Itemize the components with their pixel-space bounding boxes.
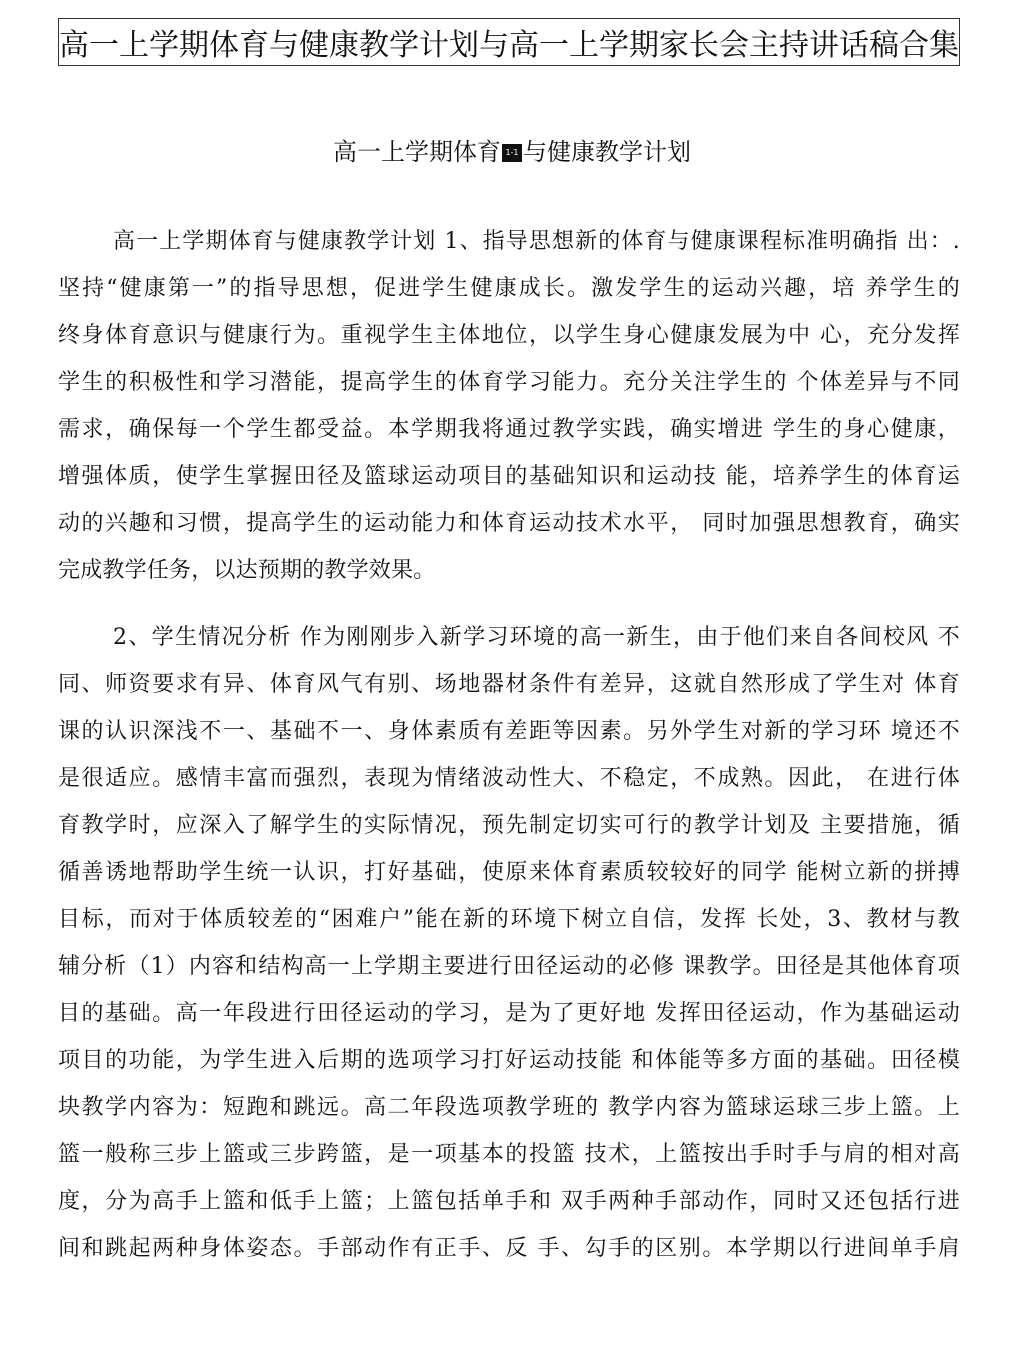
text-line: 循善诱地帮助学生统一认识，打好基础，使原来体育素质较较好的同学 能树立新的拼搏 bbox=[58, 860, 960, 885]
text-line: 课的认识深浅不一、基础不一、身体素质有差距等因素。另外学生对新的学习环 境还不 bbox=[58, 719, 960, 744]
text-line: 需求，确保每一个学生都受益。本学期我将通过教学实践，确实增进 学生的身心健康， bbox=[58, 417, 960, 442]
text-line: 高一上学期体育与健康教学计划 1、指导思想新的体育与健康课程标准明确指 出：. bbox=[113, 229, 960, 254]
paragraph-spacer bbox=[58, 594, 960, 614]
title-part-2: 与健康教学计划 bbox=[523, 138, 691, 166]
document-title bbox=[0, 132, 1024, 167]
text-line: 度，分为高手上篮和低手上篮；上篮包括单手和 双手两种手部动作，同时又还包括行进 bbox=[58, 1189, 960, 1214]
text-line: 间和跳起两种身体姿态。手部动作有正手、反 手、勾手的区别。本学期以行进间单手肩 bbox=[58, 1236, 960, 1261]
text-line: 育教学时，应深入了解学生的实际情况，预先制定切实可行的教学计划及 主要措施，循 bbox=[58, 813, 960, 838]
banner-title: 高一上学期体育与健康教学计划与高一上学期家长会主持讲话稿合集 bbox=[59, 28, 959, 63]
text-line: 目标，而对于体质较差的“困难户”能在新的环境下树立自信，发挥 长处，3、教材与教 bbox=[58, 907, 960, 932]
text-line: 终身体育意识与健康行为。重视学生主体地位，以学生身心健康发展为中 心，充分发挥 bbox=[58, 323, 960, 348]
text-line: 辅分析（1）内容和结构高一上学期主要进行田径运动的必修 课教学。田径是其他体育项 bbox=[58, 954, 960, 979]
text-line: 学生的积极性和学习潜能，提高学生的体育学习能力。充分关注学生的 个体差异与不同 bbox=[58, 370, 960, 395]
text-line: 动的兴趣和习惯，提高学生的运动能力和体育运动技术水平， 同时加强思想教育，确实 bbox=[58, 511, 960, 536]
text-line: 篮一般称三步上篮或三步跨篮，是一项基本的投篮 技术，上篮按出手时手与肩的相对高 bbox=[58, 1142, 960, 1167]
text-line: 块教学内容为：短跑和跳远。高二年段选项教学班的 教学内容为篮球运球三步上篮。上 bbox=[58, 1095, 960, 1120]
text-line: 目的基础。高一年段进行田径运动的学习，是为了更好地 发挥田径运动，作为基础运动 bbox=[58, 1001, 960, 1026]
document-banner bbox=[58, 18, 960, 66]
text-line: 增强体质，使学生掌握田径及篮球运动项目的基础知识和运动技 能，培养学生的体育运 bbox=[58, 464, 960, 489]
title-part-1: 高一上学期体育 bbox=[333, 138, 501, 166]
text-line: 同、师资要求有异、体育风气有别、场地器材条件有差异，这就自然形成了学生对 体育 bbox=[58, 672, 960, 697]
paragraph-1 bbox=[58, 218, 960, 594]
text-line: 2、学生情况分析 作为刚刚步入新学习环境的高一新生，由于他们来自各间校风 不 bbox=[113, 625, 960, 650]
text-line: 项目的功能，为学生进入后期的选项学习打好运动技能 和体能等多方面的基础。田径模 bbox=[58, 1048, 960, 1073]
text-line: 是很适应。感情丰富而强烈，表现为情绪波动性大、不稳定，不成熟。因此， 在进行体 bbox=[58, 766, 960, 791]
text-line: 完成教学任务，以达预期的教学效果。 bbox=[58, 558, 436, 583]
text-line: 坚持“健康第一”的指导思想，促进学生健康成长。激发学生的运动兴趣，培 养学生的 bbox=[58, 276, 960, 301]
paragraph-2 bbox=[58, 614, 960, 1272]
scan-mark: 1-1 bbox=[502, 144, 522, 162]
document-body bbox=[58, 218, 960, 1272]
